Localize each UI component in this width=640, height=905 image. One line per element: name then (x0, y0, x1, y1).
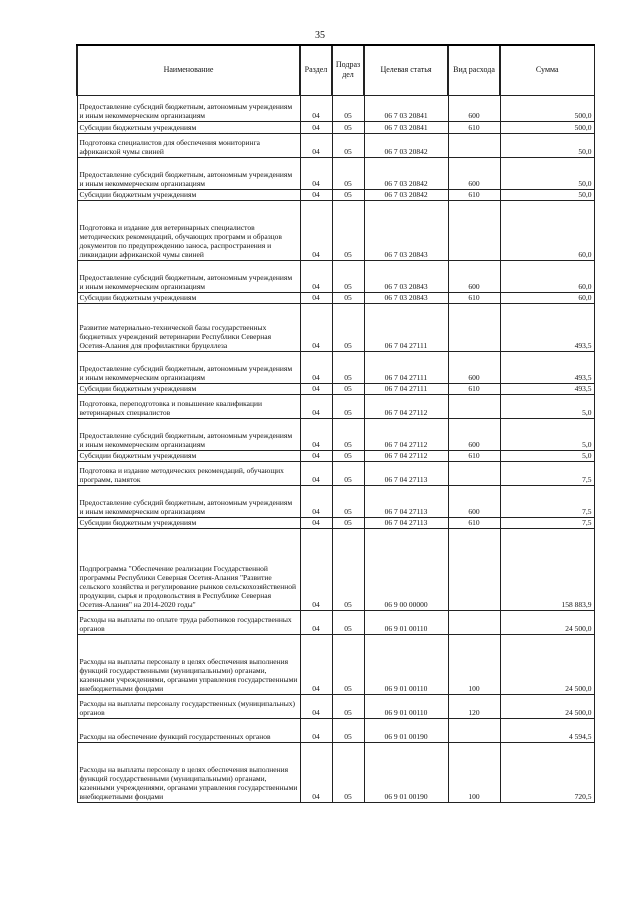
cell-kind: 100 (448, 743, 500, 803)
cell-target: 06 7 03 20841 (364, 96, 448, 122)
cell-subsection: 05 (332, 743, 364, 803)
cell-kind (448, 304, 500, 352)
cell-section: 04 (300, 518, 332, 529)
cell-name: Расходы на обеспечение функций государственных органов (77, 719, 300, 743)
cell-name: Предоставление субсидий бюджетным, автономным учреждениям и иным некоммерческим организациям (77, 419, 300, 451)
table-row (77, 462, 594, 486)
cell-sum: 5,0 (500, 419, 594, 451)
cell-target: 06 7 03 20842 (364, 158, 448, 190)
cell-section: 04 (300, 743, 332, 803)
cell-subsection: 05 (332, 529, 364, 611)
cell-section: 04 (300, 304, 332, 352)
cell-kind: 600 (448, 419, 500, 451)
cell-subsection: 05 (332, 384, 364, 395)
cell-target: 06 7 04 27112 (364, 451, 448, 462)
cell-kind: 100 (448, 635, 500, 695)
cell-sum: 60,0 (500, 261, 594, 293)
cell-section: 04 (300, 384, 332, 395)
cell-section: 04 (300, 419, 332, 451)
cell-name: Подготовка и издание методических рекомендаций, обучающих программ, памяток (77, 462, 300, 486)
cell-kind: 600 (448, 486, 500, 518)
cell-name: Предоставление субсидий бюджетным, автономным учреждениям и иным некоммерческим организациям (77, 96, 300, 122)
page-number: 35 (315, 30, 325, 41)
cell-subsection: 05 (332, 695, 364, 719)
col-header-section: Раздел (300, 45, 332, 96)
col-header-subsection: Подраз дел (332, 45, 364, 96)
cell-section: 04 (300, 134, 332, 158)
cell-name: Подготовка и издание для ветеринарных специалистов методических рекомендаций, обучающих программ и образцов документов по предупреждению заноса, распространения и ликвидации африканской чумы свиней (77, 201, 300, 261)
cell-target: 06 9 01 00110 (364, 695, 448, 719)
cell-sum: 50,0 (500, 134, 594, 158)
cell-sum: 5,0 (500, 451, 594, 462)
cell-subsection: 05 (332, 293, 364, 304)
table-row (77, 261, 594, 293)
table-header-row (77, 45, 594, 96)
cell-sum: 500,0 (500, 96, 594, 122)
cell-sum: 50,0 (500, 158, 594, 190)
table-row (77, 419, 594, 451)
table-row (77, 518, 594, 529)
cell-name: Расходы на выплаты персоналу в целях обеспечения выполнения функций государственными (муниципальными) органами, казенными учреждениями, органами управления государственными внебюджетными фондами (77, 635, 300, 695)
cell-kind: 610 (448, 190, 500, 201)
cell-kind (448, 719, 500, 743)
cell-section: 04 (300, 122, 332, 134)
cell-subsection: 05 (332, 719, 364, 743)
table-row (77, 384, 594, 395)
cell-target: 06 9 00 00000 (364, 529, 448, 611)
cell-subsection: 05 (332, 304, 364, 352)
cell-target: 06 9 01 00110 (364, 635, 448, 695)
cell-name: Подготовка, переподготовка и повышение квалификации ветеринарных специалистов (77, 395, 300, 419)
cell-sum: 493,5 (500, 384, 594, 395)
budget-table (76, 44, 595, 803)
table-row (77, 201, 594, 261)
cell-subsection: 05 (332, 158, 364, 190)
cell-kind: 610 (448, 384, 500, 395)
cell-kind (448, 395, 500, 419)
cell-target: 06 9 01 00110 (364, 611, 448, 635)
cell-sum: 24 500,0 (500, 611, 594, 635)
cell-name: Подготовка специалистов для обеспечения мониторинга африканской чумы свиней (77, 134, 300, 158)
cell-section: 04 (300, 611, 332, 635)
table-row (77, 395, 594, 419)
cell-section: 04 (300, 635, 332, 695)
table-row (77, 635, 594, 695)
cell-name: Подпрограмма "Обеспечение реализации Государственной программы Республики Северная Осетия-Алания "Развитие сельского хозяйства и регулирование рынков сельскохозяйственной продукции, сырья и продовольствия в Республике Северная Осетия-Алания" на 2014-2020 годы" (77, 529, 300, 611)
cell-sum: 720,5 (500, 743, 594, 803)
cell-name: Субсидии бюджетным учреждениям (77, 293, 300, 304)
cell-target: 06 7 04 27113 (364, 486, 448, 518)
cell-subsection: 05 (332, 395, 364, 419)
cell-sum: 24 500,0 (500, 695, 594, 719)
cell-sum: 60,0 (500, 293, 594, 304)
cell-name: Предоставление субсидий бюджетным, автономным учреждениям и иным некоммерческим организациям (77, 158, 300, 190)
cell-target: 06 7 04 27111 (364, 304, 448, 352)
cell-subsection: 05 (332, 201, 364, 261)
table-row (77, 122, 594, 134)
table-row (77, 719, 594, 743)
col-header-sum: Сумма (500, 45, 594, 96)
cell-target: 06 7 03 20842 (364, 190, 448, 201)
cell-subsection: 05 (332, 261, 364, 293)
cell-name: Предоставление субсидий бюджетным, автономным учреждениям и иным некоммерческим организациям (77, 261, 300, 293)
cell-section: 04 (300, 261, 332, 293)
cell-section: 04 (300, 486, 332, 518)
cell-subsection: 05 (332, 611, 364, 635)
cell-sum: 50,0 (500, 190, 594, 201)
cell-section: 04 (300, 352, 332, 384)
cell-section: 04 (300, 695, 332, 719)
cell-name: Расходы на выплаты персоналу государственных (муниципальных) органов (77, 695, 300, 719)
cell-sum: 7,5 (500, 486, 594, 518)
cell-name: Расходы на выплаты персоналу в целях обеспечения выполнения функций государственными (муниципальными) органами, казенными учреждениями, органами управления государственными внебюджетными фондами (77, 743, 300, 803)
table-row (77, 611, 594, 635)
cell-name: Расходы на выплаты по оплате труда работников государственных органов (77, 611, 300, 635)
cell-section: 04 (300, 201, 332, 261)
cell-sum: 24 500,0 (500, 635, 594, 695)
cell-subsection: 05 (332, 190, 364, 201)
cell-name: Развитие материально-технической базы государственных бюджетных учреждений ветеринарии Республики Северная Осетия-Алания для профилактики бруцеллеза (77, 304, 300, 352)
table-row (77, 695, 594, 719)
cell-sum: 4 594,5 (500, 719, 594, 743)
cell-sum: 493,5 (500, 304, 594, 352)
cell-kind: 610 (448, 122, 500, 134)
table-row (77, 451, 594, 462)
cell-kind: 610 (448, 293, 500, 304)
cell-name: Предоставление субсидий бюджетным, автономным учреждениям и иным некоммерческим организациям (77, 486, 300, 518)
cell-section: 04 (300, 190, 332, 201)
cell-kind (448, 134, 500, 158)
cell-target: 06 9 01 00190 (364, 719, 448, 743)
cell-sum: 493,5 (500, 352, 594, 384)
cell-sum: 60,0 (500, 201, 594, 261)
cell-name: Субсидии бюджетным учреждениям (77, 518, 300, 529)
cell-subsection: 05 (332, 635, 364, 695)
cell-target: 06 7 04 27111 (364, 384, 448, 395)
cell-target: 06 7 03 20843 (364, 201, 448, 261)
cell-target: 06 7 03 20842 (364, 134, 448, 158)
cell-kind: 610 (448, 451, 500, 462)
cell-kind: 600 (448, 96, 500, 122)
cell-target: 06 7 04 27111 (364, 352, 448, 384)
table-row (77, 304, 594, 352)
cell-section: 04 (300, 395, 332, 419)
col-header-target: Целевая статья (364, 45, 448, 96)
cell-target: 06 7 03 20843 (364, 261, 448, 293)
cell-subsection: 05 (332, 518, 364, 529)
cell-target: 06 9 01 00190 (364, 743, 448, 803)
cell-subsection: 05 (332, 462, 364, 486)
cell-kind (448, 462, 500, 486)
cell-kind: 610 (448, 518, 500, 529)
table-row (77, 743, 594, 803)
cell-section: 04 (300, 529, 332, 611)
cell-target: 06 7 04 27112 (364, 419, 448, 451)
cell-subsection: 05 (332, 486, 364, 518)
cell-target: 06 7 04 27112 (364, 395, 448, 419)
cell-kind (448, 201, 500, 261)
table-row (77, 96, 594, 122)
cell-name: Субсидии бюджетным учреждениям (77, 384, 300, 395)
cell-kind: 600 (448, 261, 500, 293)
table-row (77, 190, 594, 201)
cell-sum: 7,5 (500, 518, 594, 529)
cell-sum: 158 883,9 (500, 529, 594, 611)
cell-target: 06 7 04 27113 (364, 518, 448, 529)
cell-subsection: 05 (332, 451, 364, 462)
cell-name: Предоставление субсидий бюджетным, автономным учреждениям и иным некоммерческим организациям (77, 352, 300, 384)
cell-sum: 5,0 (500, 395, 594, 419)
cell-name: Субсидии бюджетным учреждениям (77, 122, 300, 134)
col-header-name: Наименование (77, 45, 300, 96)
cell-sum: 500,0 (500, 122, 594, 134)
cell-target: 06 7 04 27113 (364, 462, 448, 486)
cell-subsection: 05 (332, 96, 364, 122)
cell-subsection: 05 (332, 134, 364, 158)
cell-subsection: 05 (332, 122, 364, 134)
cell-target: 06 7 03 20843 (364, 293, 448, 304)
cell-name: Субсидии бюджетным учреждениям (77, 190, 300, 201)
table-row (77, 293, 594, 304)
cell-section: 04 (300, 462, 332, 486)
cell-section: 04 (300, 96, 332, 122)
cell-section: 04 (300, 158, 332, 190)
cell-sum: 7,5 (500, 462, 594, 486)
cell-section: 04 (300, 293, 332, 304)
cell-name: Субсидии бюджетным учреждениям (77, 451, 300, 462)
cell-kind: 600 (448, 352, 500, 384)
cell-target: 06 7 03 20841 (364, 122, 448, 134)
cell-subsection: 05 (332, 352, 364, 384)
col-header-kind: Вид расхода (448, 45, 500, 96)
cell-kind (448, 529, 500, 611)
cell-kind: 600 (448, 158, 500, 190)
table-row (77, 486, 594, 518)
cell-subsection: 05 (332, 419, 364, 451)
table-body (77, 96, 594, 803)
table-row (77, 352, 594, 384)
cell-kind: 120 (448, 695, 500, 719)
table-row (77, 529, 594, 611)
cell-kind (448, 611, 500, 635)
cell-section: 04 (300, 451, 332, 462)
cell-section: 04 (300, 719, 332, 743)
table-row (77, 158, 594, 190)
table-row (77, 134, 594, 158)
